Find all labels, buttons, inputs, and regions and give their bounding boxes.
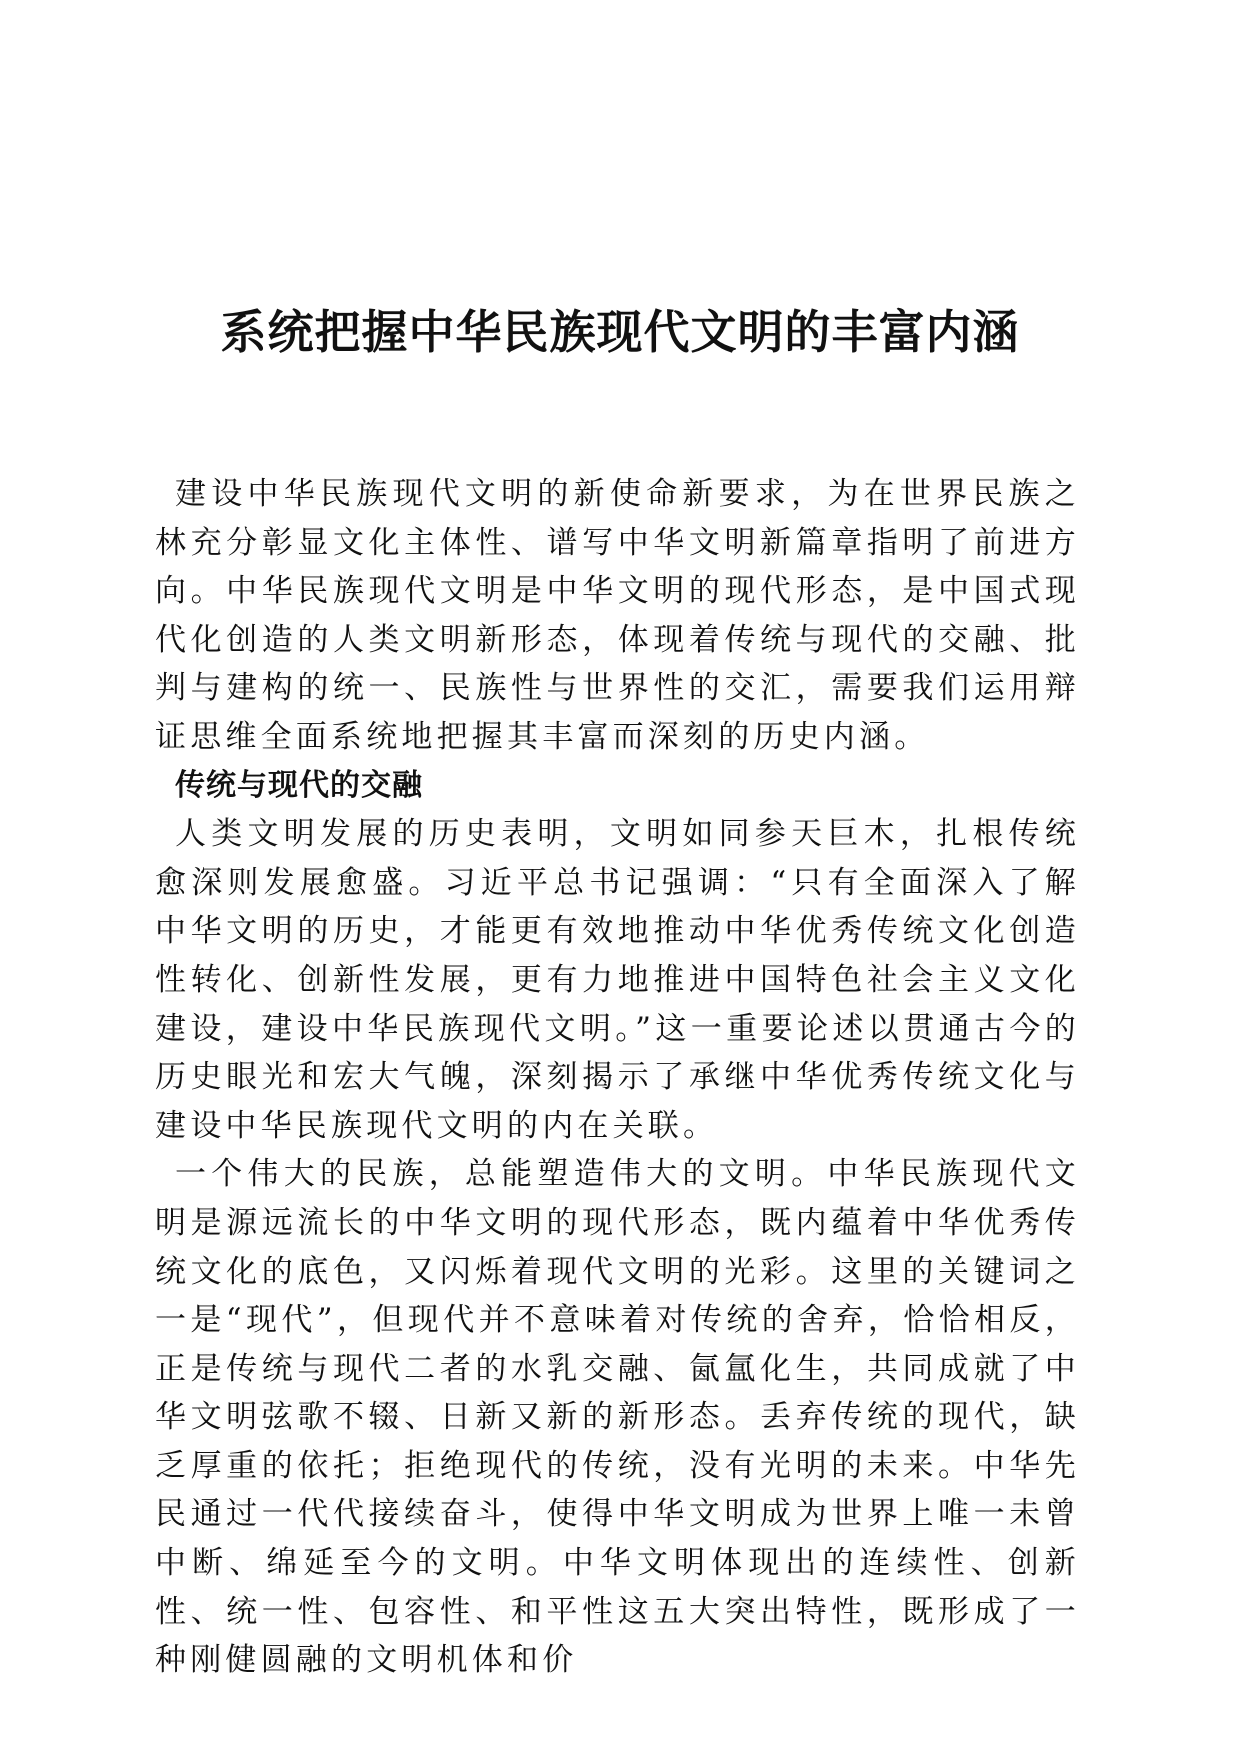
- document-title: 系统把握中华民族现代文明的丰富内涵: [220, 305, 1020, 359]
- body-paragraph-2: 人类文明发展的历史表明，文明如同参天巨木，扎根传统愈深则发展愈盛。习近平总书记强调：“只有全面深入了解中华文明的历史，才能更有效地推动中华优秀传统文化创造性转化、创新性发展，更有力地推进中国特色社会主义文化建设，建设中华民族现代文明。”这一重要论述以贯通古今的历史眼光和宏大气魄，深刻揭示了承继中华优秀传统文化与建设中华民族现代文明的内在关联。: [155, 816, 1080, 1144]
- document-body: [155, 470, 1080, 1685]
- section-heading: 传统与现代的交融: [175, 767, 423, 803]
- body-paragraph-3: 一个伟大的民族，总能塑造伟大的文明。中华民族现代文明是源远流长的中华文明的现代形态，既内蕴着中华优秀传统文化的底色，又闪烁着现代文明的光彩。这里的关键词之一是“现代”，但现代并不意味着对传统的舍弃，恰恰相反，正是传统与现代二者的水乳交融、氤氲化生，共同成就了中华文明弦歌不辍、日新又新的新形态。丢弃传统的现代，缺乏厚重的依托；拒绝现代的传统，没有光明的未来。中华先民通过一代代接续奋斗，使得中华文明成为世界上唯一未曾中断、绵延至今的文明。中华文明体现出的连续性、创新性、统一性、包容性、和平性这五大突出特性，既形成了一种刚健圆融的文明机体和价: [155, 1156, 1080, 1679]
- intro-paragraph: 建设中华民族现代文明的新使命新要求，为在世界民族之林充分彰显文化主体性、谱写中华文明新篇章指明了前进方向。中华民族现代文明是中华文明的现代形态，是中国式现代化创造的人类文明新形态，体现着传统与现代的交融、批判与建构的统一、民族性与世界性的交汇，需要我们运用辩证思维全面系统地把握其丰富而深刻的历史内涵。: [155, 476, 1080, 755]
